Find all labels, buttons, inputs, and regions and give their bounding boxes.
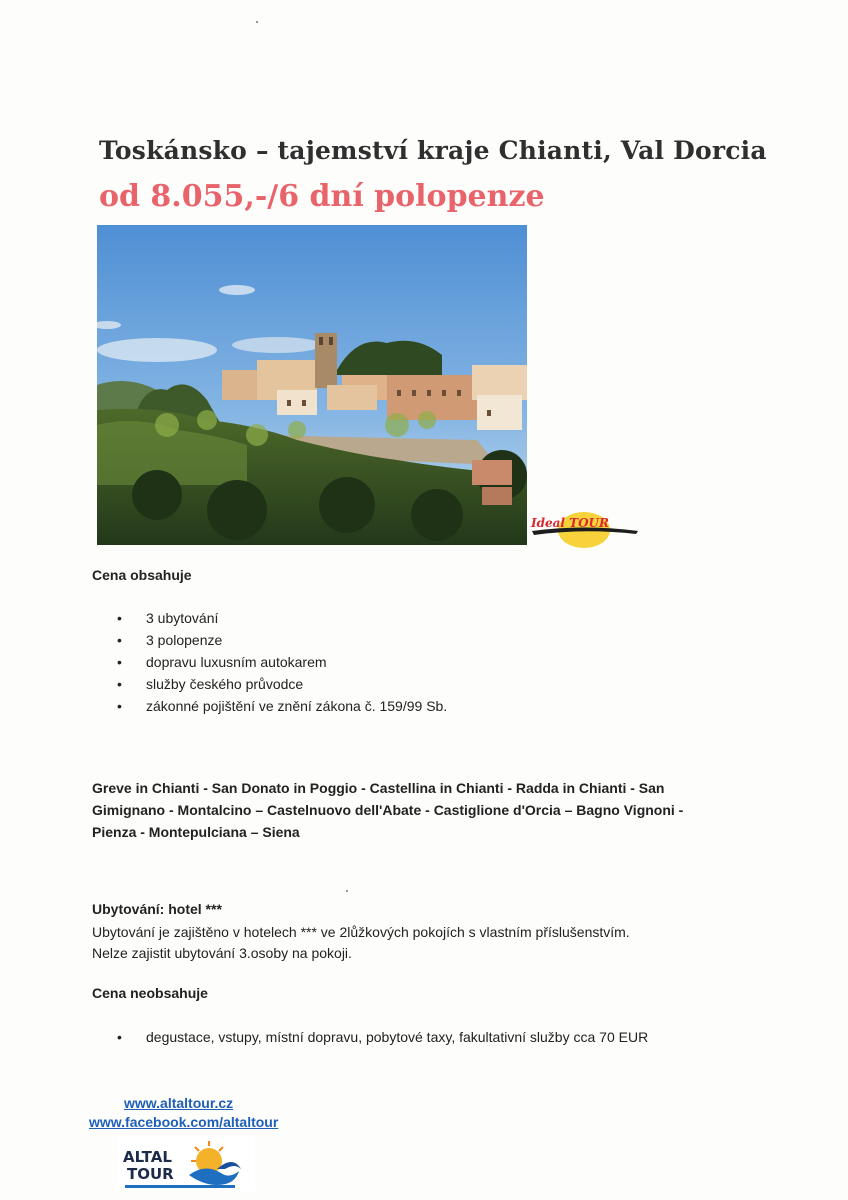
route-description [92, 777, 732, 843]
includes-heading: Cena obsahuje [92, 567, 192, 583]
list-item: • 3 polopenze [117, 629, 447, 651]
accommodation-heading: Ubytování: hotel *** [92, 901, 222, 917]
svg-text:TOUR: TOUR [127, 1165, 174, 1183]
list-item: • degustace, vstupy, místní dopravu, pobytové taxy, fakultativní služby cca 70 EUR [117, 1026, 648, 1048]
facebook-link[interactable]: www.facebook.com/altaltour [89, 1114, 279, 1130]
accommodation-line: Ubytování je zajištěno v hotelech *** ve 2lůžkových pokojích s vlastním příslušenstvím. [92, 924, 630, 940]
includes-list [117, 607, 447, 717]
list-item: • 3 ubytování [117, 607, 447, 629]
svg-text:ALTAL: ALTAL [123, 1148, 172, 1166]
accommodation-line: Nelze zajistit ubytování 3.osoby na pokoji. [92, 945, 352, 961]
ideal-tour-logo [524, 500, 644, 552]
route-line: Greve in Chianti - San Donato in Poggio - Castellina in Chianti - Radda in Chianti - San [92, 780, 665, 796]
website-link[interactable]: www.altaltour.cz [124, 1095, 234, 1111]
list-item: • dopravu luxusním autokarem [117, 651, 447, 673]
route-line: Gimignano - Montalcino – Castelnuovo dell'Abate - Castiglione d'Orcia – Bagno Vignoni - [92, 802, 684, 818]
scan-speck [346, 890, 348, 892]
scan-speck [256, 21, 258, 23]
excludes-list [117, 1026, 648, 1048]
excludes-heading: Cena neobsahuje [92, 985, 208, 1001]
price-headline: od 8.055,-/6 dní polopenze [99, 179, 545, 214]
accommodation-text [92, 922, 630, 964]
page-title: Toskánsko – tajemství kraje Chianti, Val Dorcia [99, 136, 767, 165]
list-item: • zákonné pojištění ve znění zákona č. 159/99 Sb. [117, 695, 447, 717]
altal-tour-logo [117, 1135, 255, 1191]
list-item: • služby českého průvodce [117, 673, 447, 695]
tuscany-photo [97, 225, 527, 545]
ideal-tour-logo-text: Ideal TOUR [531, 516, 609, 530]
route-line: Pienza - Montepulciana – Siena [92, 824, 300, 840]
